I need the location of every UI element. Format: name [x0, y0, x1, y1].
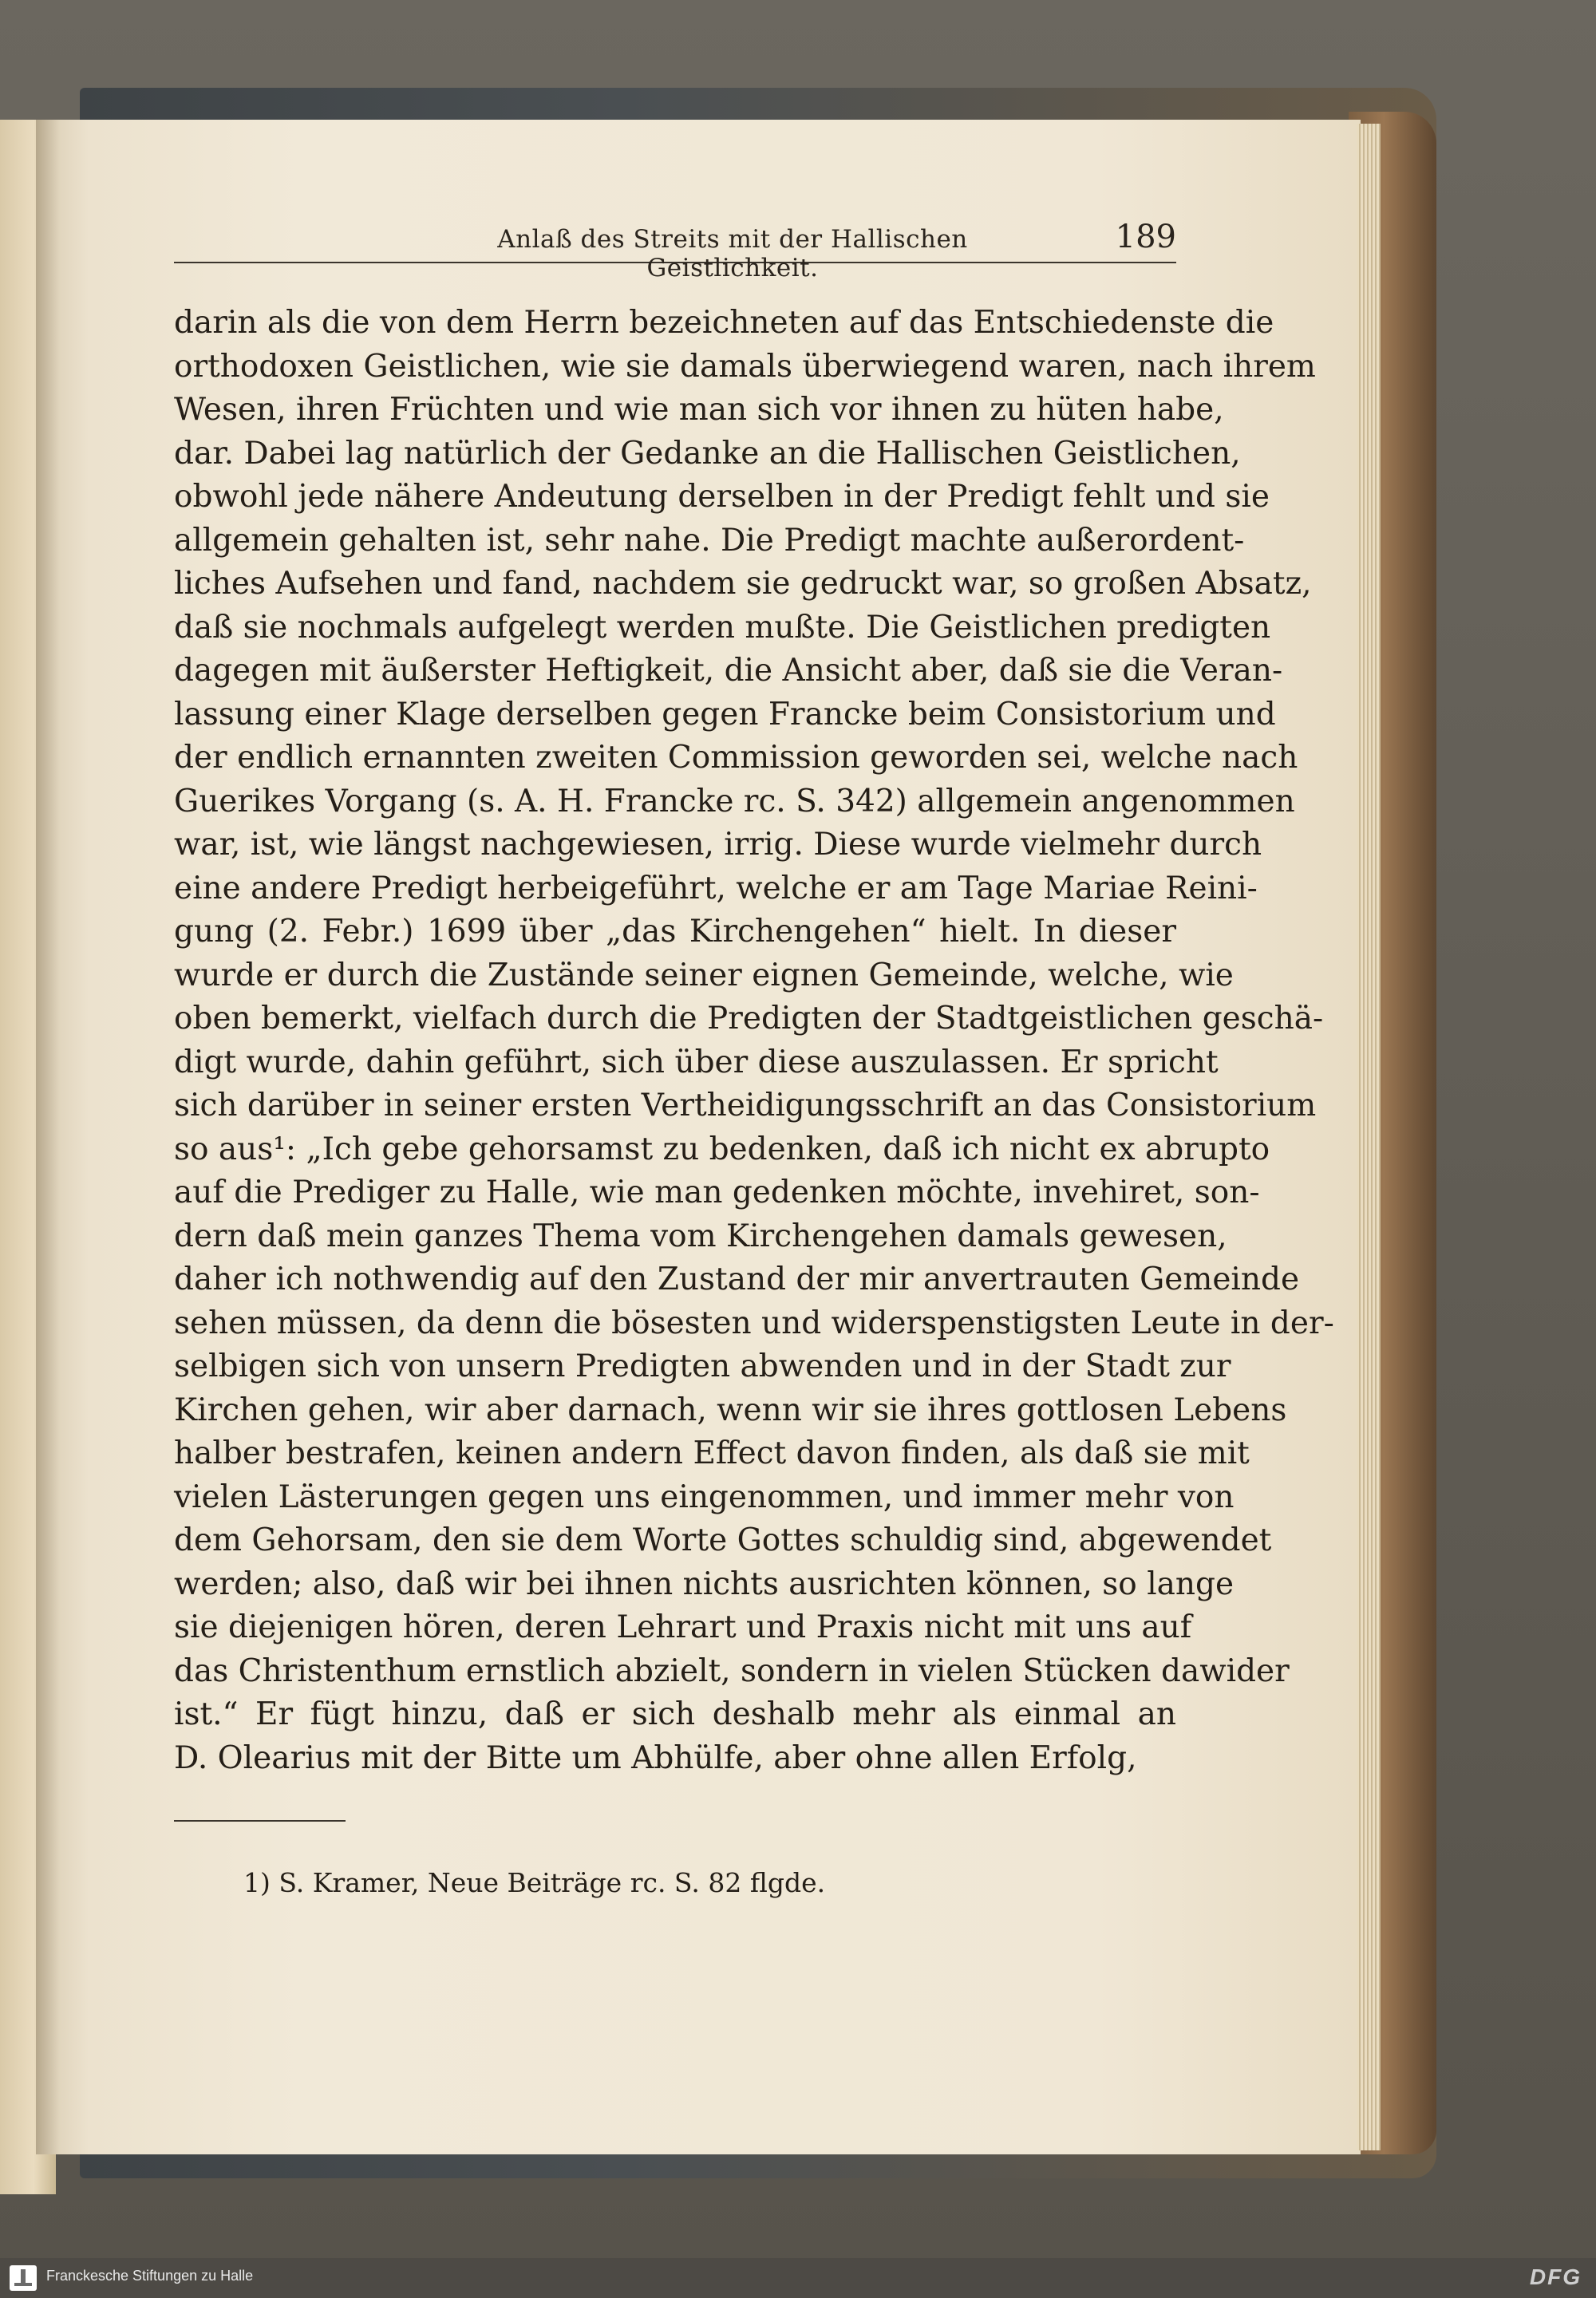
text-line: gung (2. Febr.) 1699 über „das Kirchengehen“ hielt. In dieser	[174, 914, 1176, 950]
text-line: allgemein gehalten ist, sehr nahe. Die Predigt machte außerordent-	[174, 522, 1245, 559]
text-line: oben bemerkt, vielfach durch die Predigten der Stadtgeistlichen geschä-	[174, 1001, 1324, 1036]
text-line: dern daß mein ganzes Thema vom Kirchengehen damals gewesen,	[174, 1218, 1227, 1254]
text-line: wurde er durch die Zustände seiner eignen Gemeinde, welche, wie	[174, 957, 1234, 993]
body-text	[174, 302, 1334, 1780]
running-title: Anlaß des Streits mit der Hallischen Geistlichkeit.	[497, 225, 968, 282]
institution-logo-icon	[10, 2265, 37, 2291]
text-line: D. Olearius mit der Bitte um Abhülfe, aber ohne allen Erfolg,	[174, 1739, 1137, 1776]
text-line: digt wurde, dahin geführt, sich über diese auszulassen. Er spricht	[174, 1044, 1219, 1080]
footnote: 1) S. Kramer, Neue Beiträge rc. S. 82 flgde.	[243, 1867, 826, 1898]
text-line: selbigen sich von unsern Predigten abwenden und in der Stadt zur	[174, 1348, 1231, 1384]
viewer-footer	[0, 2258, 1596, 2298]
text-line: Wesen, ihren Früchten und wie man sich vor ihnen zu hüten habe,	[174, 392, 1224, 428]
text-line: lassung einer Klage derselben gegen Francke beim Consistorium und	[174, 696, 1276, 732]
gutter-shadow	[36, 120, 60, 2154]
text-line: Guerikes Vorgang (s. A. H. Francke rc. S. 342) allgemein angenommen	[174, 783, 1295, 819]
institution-name: Franckesche Stiftungen zu Halle	[46, 2268, 254, 2284]
text-line: werden; also, daß wir bei ihnen nichts ausrichten können, so lange	[174, 1566, 1235, 1602]
text-line: obwohl jede nähere Andeutung derselben in der Predigt fehlt und sie	[174, 479, 1270, 515]
footnote-rule	[174, 1820, 346, 1822]
text-line: sehen müssen, da denn die bösesten und widerspenstigsten Leute in der-	[174, 1305, 1334, 1341]
text-line: sie diejenigen hören, deren Lehrart und Praxis nicht mit uns auf	[174, 1609, 1192, 1645]
text-line: dem Gehorsam, den sie dem Worte Gottes schuldig sind, abgewendet	[174, 1522, 1272, 1558]
text-line: halber bestrafen, keinen andern Effect davon finden, als daß sie mit	[174, 1435, 1250, 1471]
text-line: dagegen mit äußerster Heftigkeit, die Ansicht aber, daß sie die Veran-	[174, 653, 1283, 689]
text-line: war, ist, wie längst nachgewiesen, irrig. Diese wurde vielmehr durch	[174, 827, 1262, 863]
text-line: dar. Dabei lag natürlich der Gedanke an die Hallischen Geistlichen,	[174, 435, 1241, 472]
page-header	[174, 219, 1176, 282]
text-line: eine andere Predigt herbeigeführt, welche er am Tage Mariae Reini-	[174, 870, 1258, 906]
text-line: das Christenthum ernstlich abzielt, sondern in vielen Stücken dawider	[174, 1652, 1290, 1689]
page-number: 189	[1115, 219, 1176, 255]
text-line: ist.“ Er fügt hinzu, daß er sich deshalb mehr als einmal an	[174, 1696, 1176, 1732]
text-line: der endlich ernannten zweiten Commission geworden sei, welche nach	[174, 740, 1298, 776]
text-line: daher ich nothwendig auf den Zustand der mir anvertrauten Gemeinde	[174, 1262, 1300, 1297]
text-line: so aus¹: „Ich gebe gehorsamst zu bedenken, daß ich nicht ex abrupto	[174, 1131, 1270, 1167]
dfg-logo: DFG	[1529, 2264, 1582, 2289]
text-line: auf die Prediger zu Halle, wie man gedenken möchte, invehiret, son-	[174, 1175, 1260, 1210]
text-line: sich darüber in seiner ersten Vertheidigungsschrift an das Consistorium	[174, 1088, 1317, 1123]
text-line: daß sie nochmals aufgelegt werden mußte. Die Geistlichen predigten	[174, 609, 1271, 646]
text-line: orthodoxen Geistlichen, wie sie damals überwiegend waren, nach ihrem	[174, 348, 1316, 385]
text-line: darin als die von dem Herrn bezeichneten auf das Entschiedenste die	[174, 305, 1274, 341]
text-line: Kirchen gehen, wir aber darnach, wenn wir sie ihres gottlosen Lebens	[174, 1392, 1287, 1428]
text-line: vielen Lästerungen gegen uns eingenommen, und immer mehr von	[174, 1479, 1235, 1515]
text-line: liches Aufsehen und fand, nachdem sie gedruckt war, so großen Absatz,	[174, 566, 1312, 602]
page-stack-edge	[1357, 124, 1381, 2150]
